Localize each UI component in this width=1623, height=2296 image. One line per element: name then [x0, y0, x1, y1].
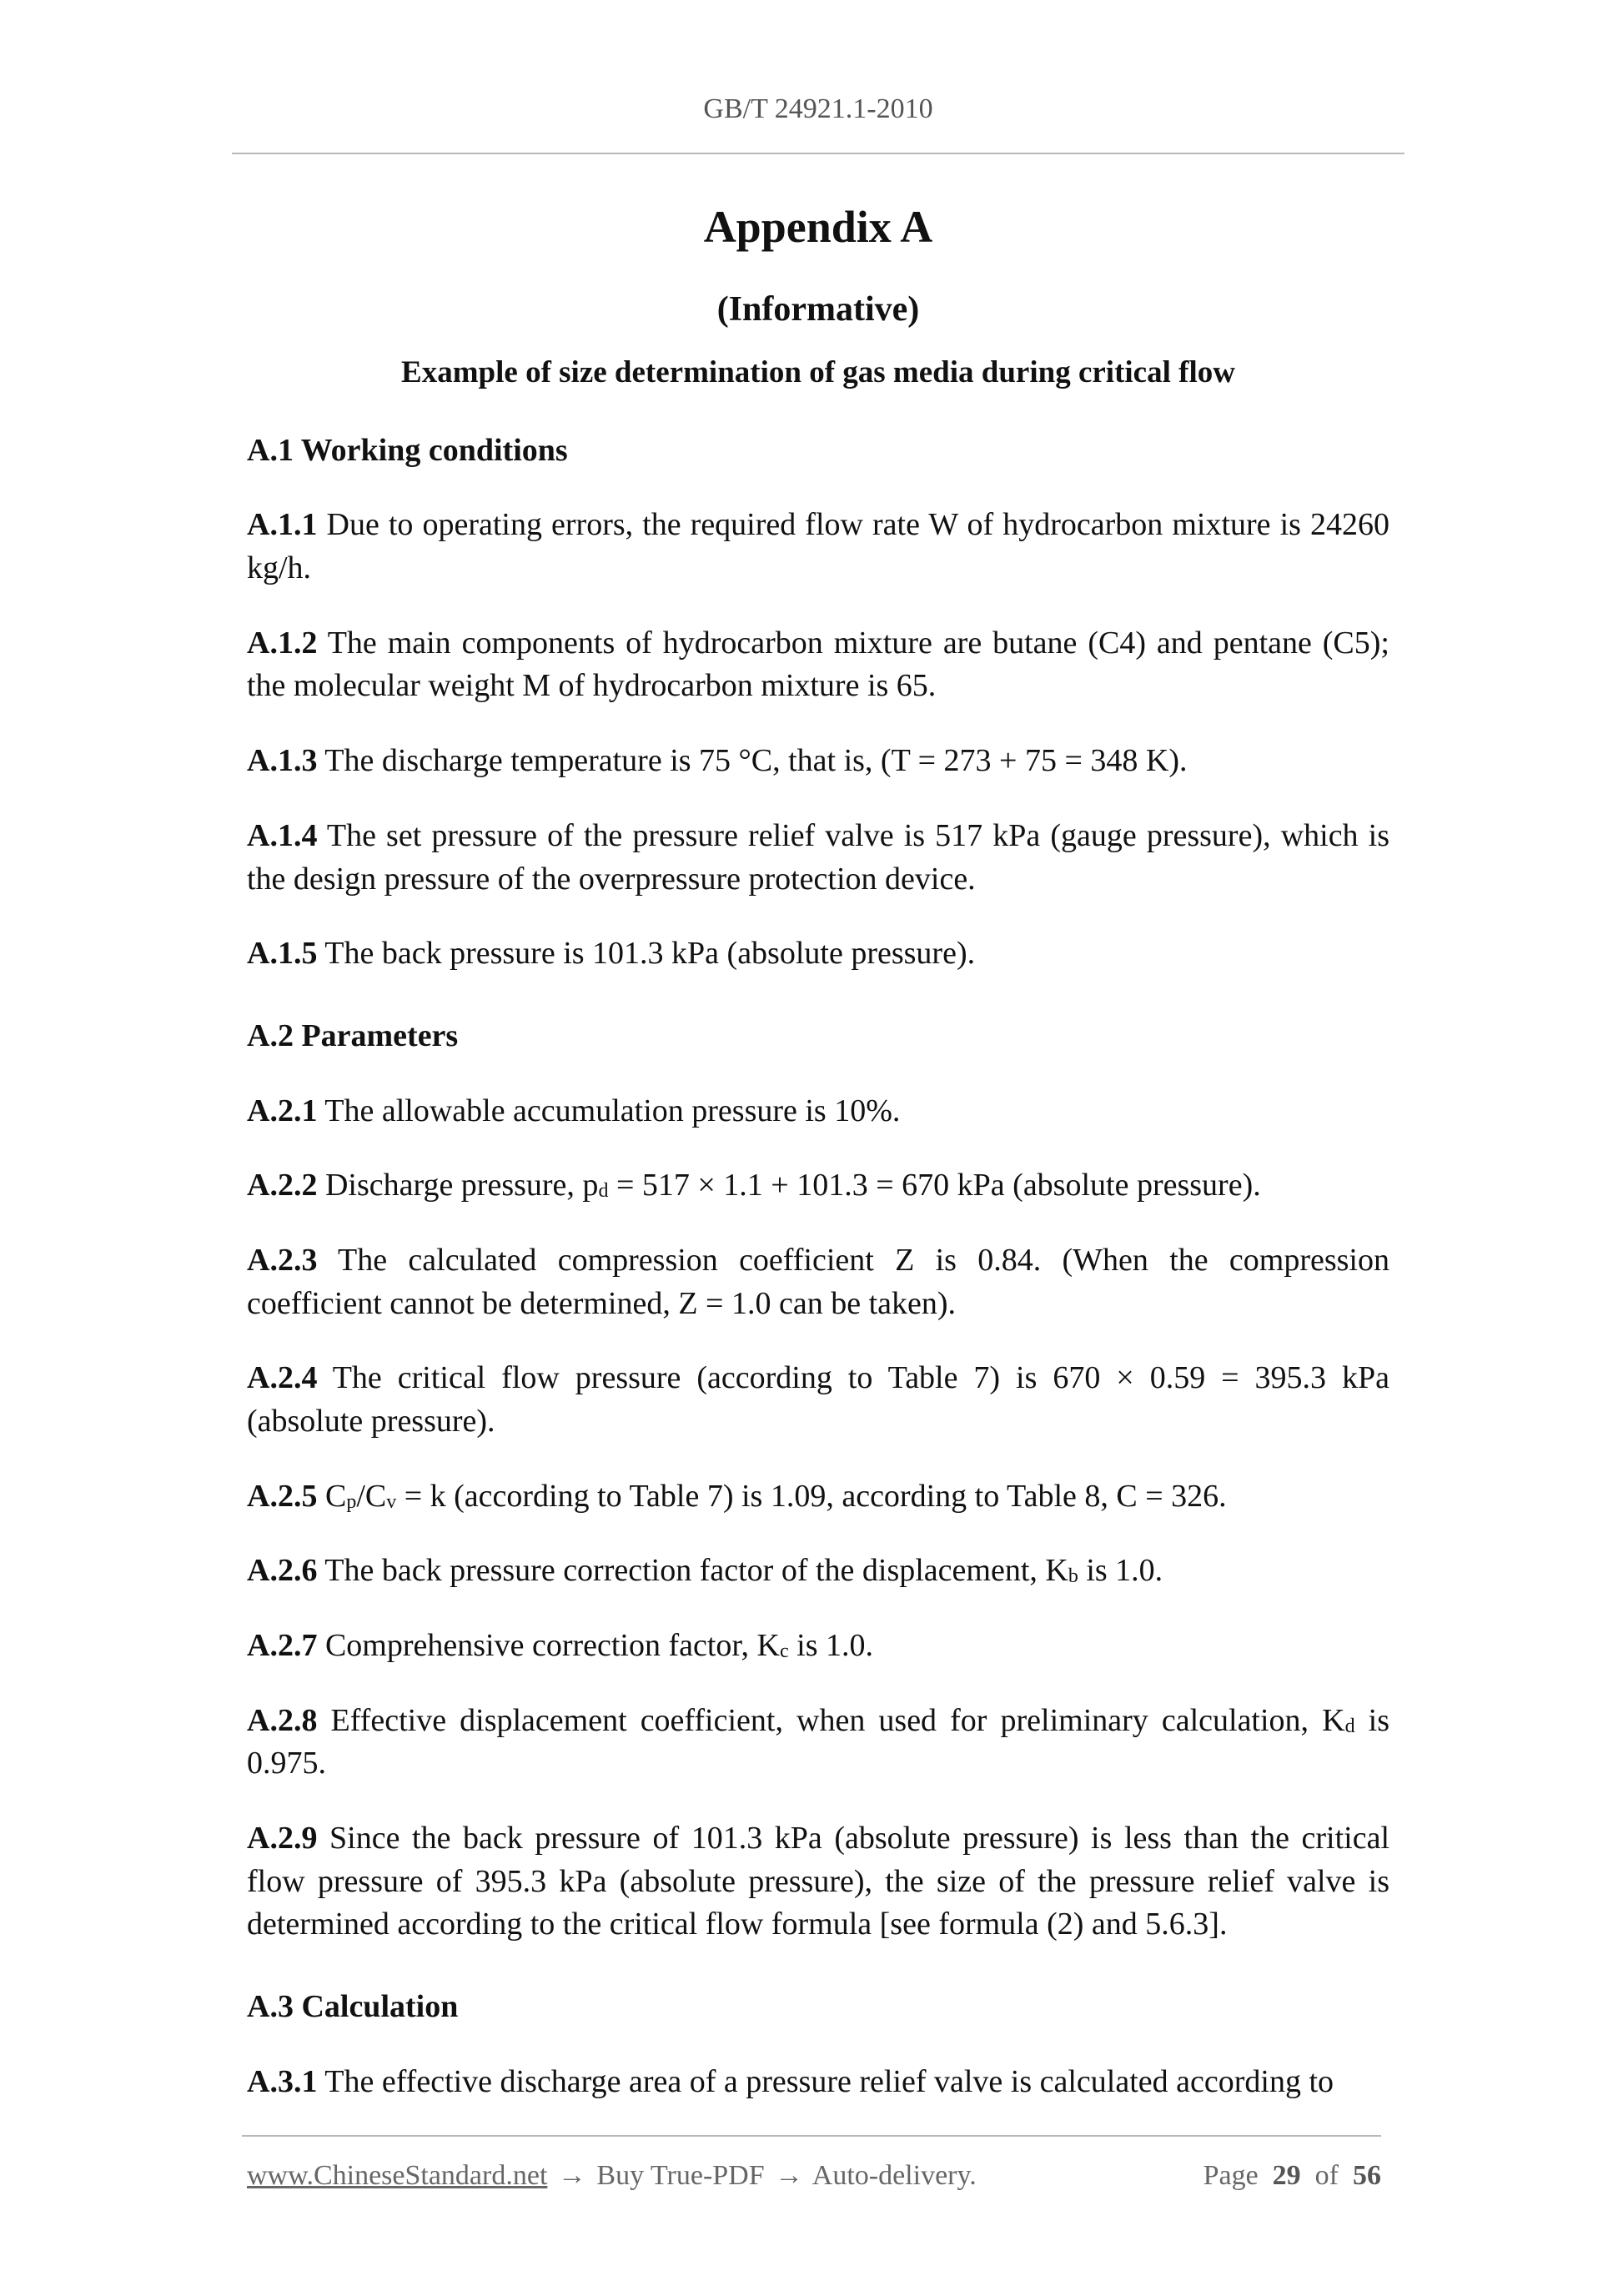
clause-text: is 1.0.: [788, 1627, 874, 1663]
appendix-subtitle: (Informative): [716, 289, 920, 329]
clause-number: A.2.9: [247, 1820, 318, 1856]
website-link[interactable]: www.ChineseStandard.net: [247, 2160, 548, 2191]
section-heading-a2: A.2 Parameters: [247, 1017, 459, 1053]
clause-number: A.1.5: [247, 936, 318, 972]
clause-number: A.2.4: [247, 1360, 318, 1396]
clause-text: The back pressure is 101.3 kPa (absolute pressure).: [317, 936, 976, 972]
clause-text: Comprehensive correction factor, K: [317, 1627, 780, 1663]
clause-number: A.3.1: [247, 2063, 318, 2099]
clause-text: C: [317, 1478, 347, 1514]
clause-a-1-3: [247, 740, 1389, 783]
clause-number: A.2.2: [247, 1168, 318, 1203]
arrow-right-icon: →: [557, 2160, 586, 2191]
of-label: of: [1314, 2160, 1339, 2191]
footer-divider: [242, 2135, 1381, 2137]
clause-a-2-4: [247, 1357, 1389, 1443]
clause-number: A.2.1: [247, 1093, 318, 1128]
clause-a-1-5: [247, 932, 1389, 976]
clause-a-2-2: [247, 1164, 1389, 1208]
appendix-title: Appendix A: [703, 202, 933, 252]
clause-text: is 0.975.: [247, 1702, 1389, 1781]
clause-text: The allowable accumulation pressure is 10%.: [317, 1093, 901, 1128]
clause-a-1-1: [247, 504, 1389, 590]
clause-a-2-3: [247, 1239, 1389, 1325]
subscript: b: [1068, 1565, 1078, 1588]
clause-text: is 1.0.: [1078, 1553, 1163, 1589]
clause-a-2-6: [247, 1550, 1389, 1593]
clause-number: A.1.1: [247, 507, 318, 543]
clause-number: A.1.3: [247, 743, 318, 779]
clause-a-2-8: [247, 1700, 1389, 1786]
clause-number: A.1.2: [247, 625, 318, 661]
clause-number: A.1.4: [247, 817, 318, 853]
appendix-caption: Example of size determination of gas media during critical flow: [401, 354, 1235, 389]
clause-text: The discharge temperature is 75 °C, that is, (T = 273 + 75 = 348 K).: [317, 743, 1188, 779]
clause-text: Discharge pressure, p: [317, 1168, 599, 1203]
page-number: 29: [1272, 2160, 1301, 2191]
clause-text: Since the back pressure of 101.3 kPa (absolute pressure) is less than the critical flow pressure of 395.3 kPa (absolute pressure), the size of the pressure relief valve is determined according to the critical flow formula [see formula (2) and 5.6.3].: [247, 1820, 1389, 1942]
clause-text: The back pressure correction factor of the displacement, K: [317, 1553, 1068, 1589]
section-heading-a3: A.3 Calculation: [247, 1988, 459, 2024]
buy-true-pdf-text: Buy True-PDF: [596, 2160, 765, 2191]
clause-a-2-5: [247, 1475, 1389, 1519]
auto-delivery-text: Auto-delivery.: [812, 2160, 977, 2191]
subscript: d: [598, 1180, 609, 1203]
page-indicator: [1203, 2160, 1381, 2192]
subscript: d: [1344, 1715, 1355, 1737]
clause-text: Due to operating errors, the required flow rate W of hydrocarbon mixture is 24260 kg/h.: [247, 507, 1389, 586]
subscript: v: [386, 1490, 397, 1513]
clause-number: A.2.5: [247, 1478, 318, 1514]
clause-number: A.2.8: [247, 1702, 318, 1738]
clause-number: A.2.3: [247, 1242, 318, 1278]
page-content: [247, 200, 1389, 2103]
clause-number: A.2.7: [247, 1627, 318, 1663]
clause-a-2-9: [247, 1817, 1389, 1947]
clause-a-1-2: [247, 622, 1389, 708]
clause-a-3-1: [247, 2061, 1389, 2104]
clause-text: The set pressure of the pressure relief valve is 517 kPa (gauge pressure), which is the design pressure of the overpressure protection device.: [247, 817, 1389, 897]
clause-text: Effective displacement coefficient, when used for preliminary calculation, K: [317, 1702, 1345, 1738]
page-footer: [247, 2160, 1381, 2192]
page-total: 56: [1353, 2160, 1381, 2191]
clause-text: The effective discharge area of a pressure relief valve is calculated according to: [317, 2063, 1334, 2099]
clause-a-1-4: [247, 815, 1389, 901]
arrow-right-icon: →: [775, 2160, 804, 2191]
clause-text: The critical flow pressure (according to Table 7) is 670 × 0.59 = 395.3 kPa (absolute pressure).: [247, 1360, 1389, 1439]
subscript: p: [346, 1490, 357, 1513]
clause-text: = k (according to Table 7) is 1.09, according to Table 8, C = 326.: [396, 1478, 1227, 1514]
clause-number: A.2.6: [247, 1553, 318, 1589]
clause-a-2-1: [247, 1090, 1389, 1133]
document-code-header: GB/T 24921.1-2010: [703, 93, 933, 124]
clause-a-2-7: [247, 1625, 1389, 1668]
clause-text: /C: [356, 1478, 387, 1514]
clause-text: The calculated compression coefficient Z is 0.84. (When the compression coefficient cannot be determined, Z = 1.0 can be taken).: [247, 1242, 1389, 1321]
clause-text: The main components of hydrocarbon mixture are butane (C4) and pentane (C5); the molecular weight M of hydrocarbon mixture is 65.: [247, 625, 1389, 704]
section-heading-a1: A.1 Working conditions: [247, 432, 568, 468]
page-label: Page: [1203, 2160, 1259, 2191]
subscript: c: [780, 1640, 789, 1662]
header-divider: [232, 153, 1404, 154]
clause-text: = 517 × 1.1 + 101.3 = 670 kPa (absolute pressure).: [608, 1168, 1261, 1203]
